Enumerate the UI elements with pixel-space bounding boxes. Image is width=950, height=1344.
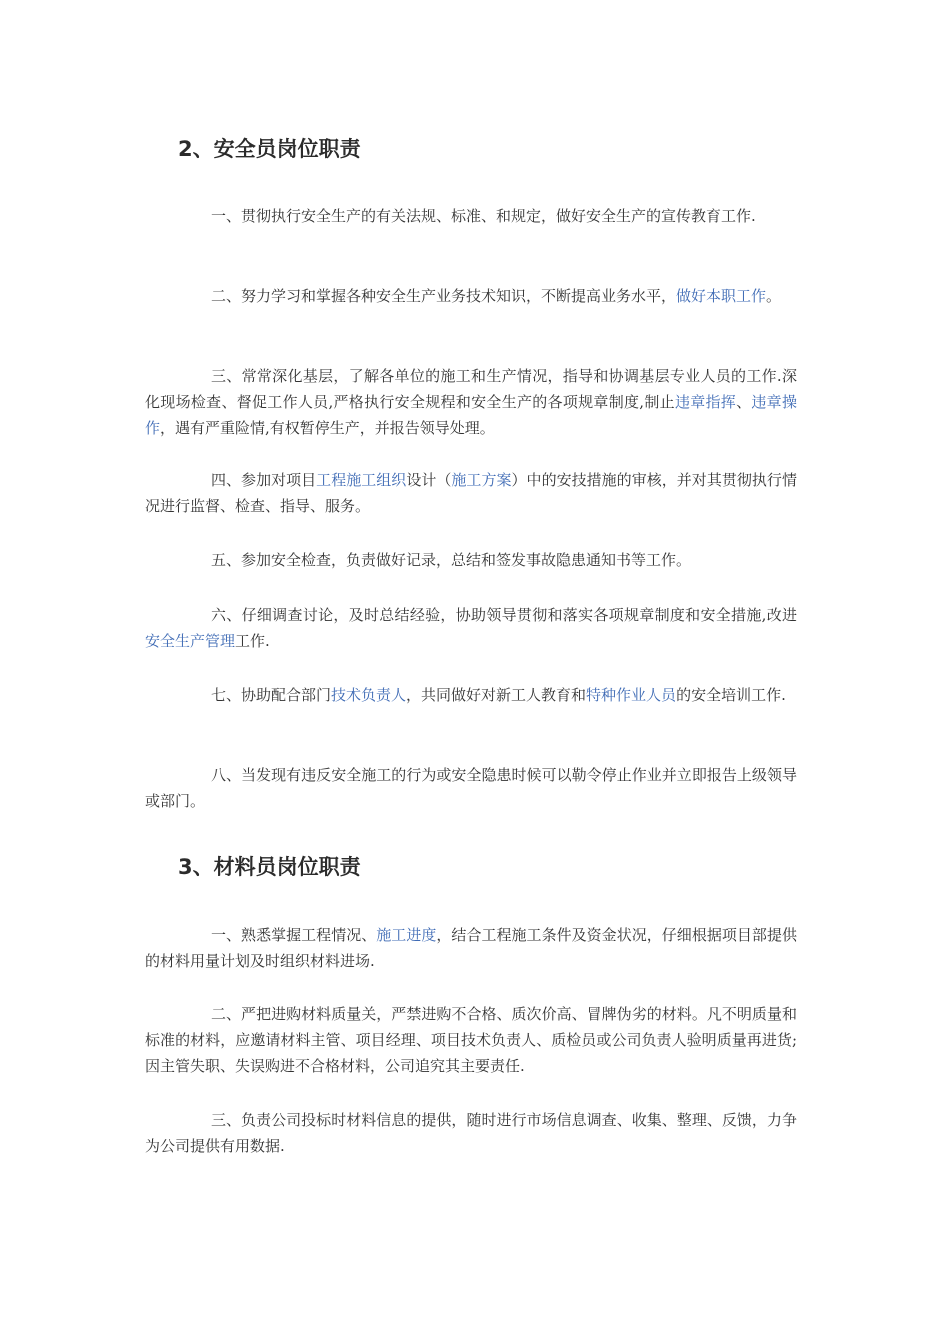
link-illegal-command[interactable]: 违章指挥 [674,393,737,411]
section-3-paragraph-3 [145,1107,797,1159]
section-2-paragraph-1 [145,203,797,229]
link-construction-progress[interactable]: 施工进度 [376,926,437,944]
paragraph-text: 三、常常深化基层，了解各单位的施工和生产情况，指导和协调基层专业人员的工作.深化现场检查、督促工作人员,严格执行安全规程和安全生产的各项规章制度,制止 [145,367,797,411]
paragraph-text: 一、贯彻执行安全生产的有关法规、标准、和规定，做好安全生产的宣传教育工作. [211,207,756,225]
section-2-heading: 2、安全员岗位职责 [178,137,361,161]
paragraph-text: 二、严把进购材料质量关，严禁进购不合格、质次价高、冒牌伪劣的材料。凡不明质量和标准的材料，应邀请材料主管、项目经理、项目技术负责人、质检员或公司负责人验明质量再进货;因主管失职、失误购进不合格材料，公司追究其主要责任. [145,1005,797,1075]
link-construction-organization[interactable]: 工程施工组织 [316,471,407,489]
section-2-paragraph-7 [145,682,797,708]
section-2-paragraph-8 [145,762,797,814]
section-3-paragraph-2 [145,1001,797,1079]
paragraph-text: 二、努力学习和掌握各种安全生产业务技术知识，不断提高业务水平， [211,287,677,305]
paragraph-text: ，共同做好对新工人教育和 [406,686,587,704]
paragraph-text: 四、参加对项目 [211,471,317,489]
paragraph-text: 。 [766,287,782,305]
paragraph-text: 的安全培训工作. [676,686,786,704]
link-technical-lead[interactable]: 技术负责人 [331,686,407,704]
paragraph-text: 六、仔细调查讨论，及时总结经验，协助领导贯彻和落实各项规章制度和安全措施,改进 [211,606,797,624]
section-2-paragraph-6 [145,602,797,654]
section-2-paragraph-5 [145,547,797,573]
paragraph-text: 工作. [235,632,270,650]
section-3-heading: 3、材料员岗位职责 [178,855,361,879]
paragraph-text: ，遇有严重险情,有权暂停生产，并报告领导处理。 [160,419,495,437]
link-safety-production-management[interactable]: 安全生产管理 [145,632,236,650]
paragraph-text: 设计（ [406,471,452,489]
section-2-paragraph-2 [145,283,797,309]
paragraph-text: 七、协助配合部门 [211,686,332,704]
paragraph-text: ）中的安技措施的审核，并对其贯彻执行情况进行监督、检查、指导、服务。 [145,471,797,515]
link-illegal-operation[interactable]: 违章操作 [145,393,797,437]
paragraph-text: 、 [736,393,752,411]
link-construction-plan[interactable]: 施工方案 [451,471,512,489]
link-do-job-well[interactable]: 做好本职工作 [676,287,767,305]
section-3-paragraph-1 [145,922,797,974]
paragraph-text: 三、负责公司投标时材料信息的提供，随时进行市场信息调查、收集、整理、反馈，力争为公司提供有用数据. [145,1111,797,1155]
section-2-paragraph-3 [145,363,797,441]
paragraph-text: 五、参加安全检查，负责做好记录，总结和签发事故隐患通知书等工作。 [211,551,692,569]
paragraph-text: ，结合工程施工条件及资金状况，仔细根据项目部提供的材料用量计划及时组织材料进场. [145,926,797,970]
paragraph-text: 八、当发现有违反安全施工的行为或安全隐患时候可以勒令停止作业并立即报告上级领导或部门。 [145,766,797,810]
section-2-paragraph-4 [145,467,797,519]
link-special-operators[interactable]: 特种作业人员 [586,686,677,704]
paragraph-text: 一、熟悉掌握工程情况、 [211,926,377,944]
